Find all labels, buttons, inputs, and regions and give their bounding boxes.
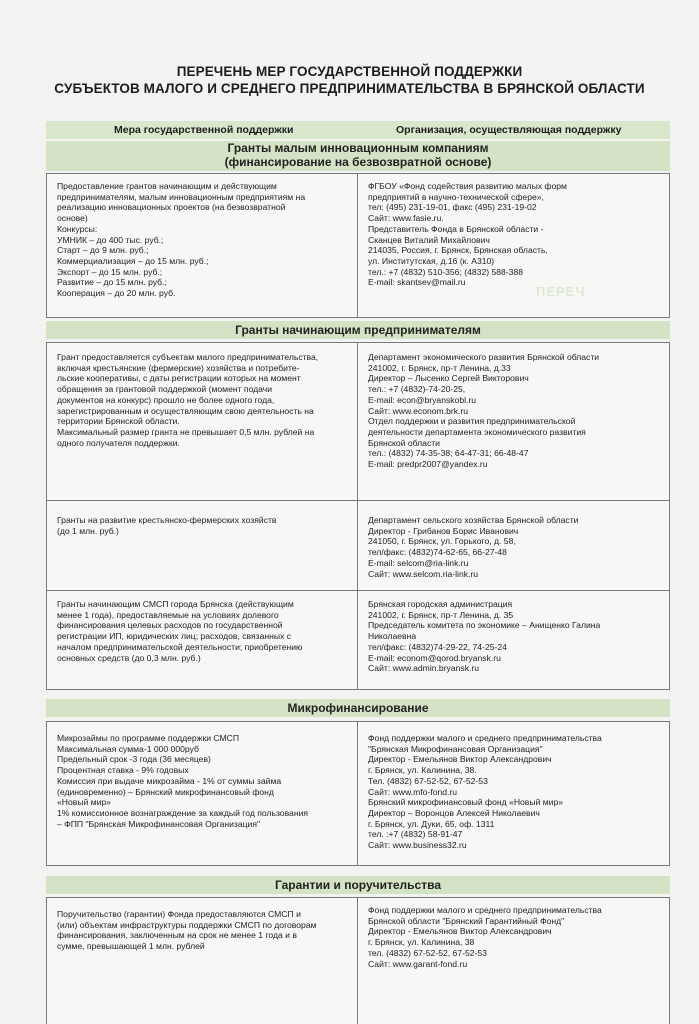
organization-text: Департамент сельского хозяйства Брянской области Директор - Грибанов Борис Иванович 241050, г. Брянск, ул. Горького, д. 58, тел/факс: (4832)74-62-65, 66-27-48 E-mail: selcom@ria-link.ru Сайт: www.selcom.ria-link.ru bbox=[368, 515, 579, 579]
title-line-2: СУБЪЕКТОВ МАЛОГО И СРЕДНЕГО ПРЕДПРИНИМАТЕЛЬСТВА В БРЯНСКОЙ ОБЛАСТИ bbox=[54, 81, 645, 96]
document-title bbox=[0, 63, 699, 97]
section-band-innovation-grants: Гранты малым инновационным компаниям (финансирование на безвозвратной основе) bbox=[46, 141, 670, 171]
section-band-guarantees: Гарантии и поручительства bbox=[46, 876, 670, 894]
section-band-microfinance: Микрофинансирование bbox=[46, 699, 670, 717]
organization-text: Брянская городская администрация 241002, г. Брянск, пр-т Ленина, д. 35 Председатель комитета по экономике – Анищенко Галина Николаевна тел/факс: (4832)74-29-22, 74-25-24 E-mail: econom@qorod.bryansk.ru Сайт: www.admin.bryansk.ru bbox=[368, 599, 601, 674]
measure-text: Грант предоставляется субъектам малого предпринимательства, включая крестьянские (фермерские) хозяйства и потребите- льские кооперативы, с даты регистрации которых на момент обращения за грантовой поддержкой (момент подачи документов на конкурс) прошло не более одного года, зарегистрированным и осуществляющим свою деятельность на территории Брянской области. Максимальный размер гранта не превышает 0,5 млн. рублей на одного получателя поддержки. bbox=[57, 352, 319, 448]
organization-text: Фонд поддержки малого и среднего предпринимательства "Брянская Микрофинансовая Организация" Директор - Емельянов Виктор Александрович г. Брянск, ул. Калинина, 38. Тел. (4832) 67-52-52, 67-52-53 Сайт: www.mfo-fond.ru Брянский микрофинансовый фонд «Новый мир» Директор – Воронцов Алексей Николаевич г. Брянск, ул. Дуки, 65, оф. 1311 тел. :+7 (4832) 58-91-47 Сайт: www.business32.ru bbox=[368, 733, 602, 851]
watermark: ПЕРЕЧ bbox=[536, 284, 586, 299]
organization-text: Департамент экономического развития Брянской области 241002, г. Брянск, пр-т Ленина, д.33 Директор – Лысенко Сергей Викторович тел.: +7 (4832)-74-20-25, E-mail: econ@bryanskobl.ru Сайт: www.econom.brk.ru Отдел поддержки и развития предпринимательской деятельности департамента экономического развития Брянской области тел.: (4832) 74-35-38; 64-47-31; 66-48-47 E-mail: predpr2007@yandex.ru bbox=[368, 352, 600, 470]
header-organization: Организация, осуществляющая поддержку bbox=[396, 124, 622, 136]
table-cell-measure bbox=[46, 500, 358, 591]
section-band-startup-grants: Гранты начинающим предпринимателям bbox=[46, 321, 670, 339]
measure-text: Гранты на развитие крестьянско-фермерских хозяйств (до 1 млн. руб.) bbox=[57, 515, 277, 536]
header-measure: Мера государственной поддержки bbox=[114, 124, 294, 136]
measure-text: Микрозаймы по программе поддержки СМСП Максимальная сумма-1 000 000руб Предельный срок -3 года (36 месяцев) Процентная ставка - 9% годовых Комиссия при выдаче микрозайма - 1% от суммы займа (единовременно) – Брянский микрофинансовый фонд «Новый мир» 1% комиссионное вознаграждение за каждый год пользования – ФПП "Брянская Микрофинансовая Организация" bbox=[57, 733, 309, 829]
title-line-1: ПЕРЕЧЕНЬ МЕР ГОСУДАРСТВЕННОЙ ПОДДЕРЖКИ bbox=[176, 64, 523, 79]
measure-text: Гранты начинающим СМСП города Брянска (действующим менее 1 года), предоставляемые на условиях долевого финансирования целевых расходов по государственной регистрации ИП, юридических лиц; расходов, связанных с началом предпринимательской деятельности; приобретению основных средств (до 0,3 млн. руб.) bbox=[57, 599, 303, 663]
column-headers bbox=[46, 121, 670, 139]
measure-text: Поручительство (гарантии) Фонда предоставляются СМСП и (или) объектам инфраструктуры поддержки СМСП по договорам финансирования, заключенным на срок не менее 1 года и в сумме, превышающей 1 млн. рублей bbox=[57, 909, 317, 952]
measure-text: Предоставление грантов начинающим и действующим предпринимателям, малым инновационным предприятиям на реализацию инновационных проектов (на безвозвратной основе) Конкурсы: УМНИК – до 400 тыс. руб.; Старт – до 9 млн. руб.; Коммерциализация – до 15 млн. руб.; Экспорт – до 15 млн. руб.; Развитие – до 15 млн. руб.; Кооперация – до 20 млн. руб. bbox=[57, 181, 306, 299]
organization-text: ФГБОУ «Фонд содействия развитию малых форм предприятий в научно-технической сфере», тел: (495) 231-19-01, факс (495) 231-19-02 Сайт: www.fasie.ru. Представитель Фонда в Брянской области - Сканцев Виталий Михайлович 214035, Россия, г. Брянск, Брянская область, ул. Институтская, д.16 (к. А310) тел.: +7 (4832) 510-356; (4832) 588-388 E-mail: skantsev@mail.ru bbox=[368, 181, 567, 288]
organization-text: Фонд поддержки малого и среднего предпринимательства Брянской области "Брянский Гарантийный Фонд" Директор - Емельянов Виктор Александрович г. Брянск, ул. Калинина, 38 тел. (4832) 67-52-52, 67-52-53 Сайт: www.garant-fond.ru bbox=[368, 905, 602, 969]
